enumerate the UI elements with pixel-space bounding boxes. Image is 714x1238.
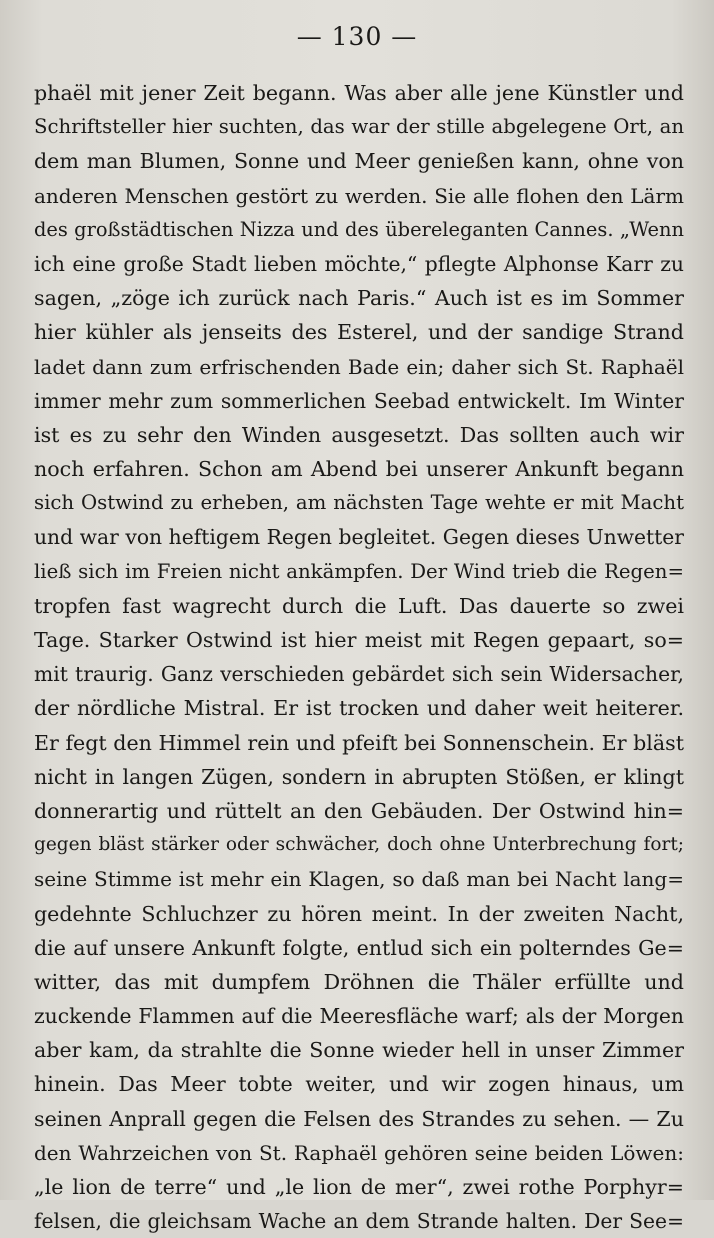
text-line: noch erfahren. Schon am Abend bei unserer Ankunft begann bbox=[34, 457, 684, 482]
text-line: seinen Anprall gegen die Felsen des Strandes zu sehen. — Zu bbox=[34, 1106, 684, 1131]
text-line: donnerartig und rüttelt an den Gebäuden. Der Ostwind hin= bbox=[34, 798, 684, 823]
text-line: „le lion de terre“ und „le lion de mer“, zwei rothe Porphyr= bbox=[34, 1175, 684, 1199]
text-line: des großstädtischen Nizza und des übereleganten Cannes. „Wenn bbox=[34, 217, 684, 241]
text-line: anderen Menschen gestört zu werden. Sie alle flohen den Lärm bbox=[34, 183, 684, 208]
text-line: witter, das mit dumpfem Dröhnen die Thäler erfüllte und bbox=[34, 969, 684, 994]
text-line: und war von heftigem Regen begleitet. Gegen dieses Unwetter bbox=[34, 525, 684, 550]
body-text bbox=[34, 76, 684, 1238]
text-line: den Wahrzeichen von St. Raphaël gehören seine beiden Löwen: bbox=[34, 1140, 684, 1165]
text-line: der nördliche Mistral. Er ist trocken und daher weit heiterer. bbox=[34, 696, 684, 721]
text-line: zuckende Flammen auf die Meeresfläche warf; als der Morgen bbox=[34, 1004, 684, 1029]
text-line: sich Ostwind zu erheben, am nächsten Tage wehte er mit Macht bbox=[34, 491, 684, 515]
text-line: aber kam, da strahlte die Sonne wieder hell in unser Zimmer bbox=[34, 1038, 684, 1063]
text-line: gegen bläst stärker oder schwächer, doch ohne Unterbrechung fort; bbox=[34, 834, 684, 856]
text-line: felsen, die gleichsam Wache an dem Strande halten. Der See= bbox=[34, 1209, 684, 1234]
text-line: die auf unsere Ankunft folgte, entlud sich ein polterndes Ge= bbox=[34, 935, 684, 960]
text-line: phaël mit jener Zeit begann. Was aber alle jene Künstler und bbox=[34, 81, 684, 105]
text-line: ladet dann zum erfrischenden Bade ein; daher sich St. Raphaël bbox=[34, 354, 684, 379]
text-line: mit traurig. Ganz verschieden gebärdet sich sein Widersacher, bbox=[34, 662, 684, 687]
text-line: gedehnte Schluchzer zu hören meint. In der zweiten Nacht, bbox=[34, 901, 684, 926]
text-line: Er fegt den Himmel rein und pfeift bei Sonnenschein. Er bläst bbox=[34, 730, 684, 755]
text-line: hinein. Das Meer tobte weiter, und wir zogen hinaus, um bbox=[34, 1072, 684, 1097]
text-line: ich eine große Stadt lieben möchte,“ pflegte Alphonse Karr zu bbox=[34, 251, 684, 276]
text-line: Tage. Starker Ostwind ist hier meist mit Regen gepaart, so= bbox=[34, 628, 684, 652]
text-line: nicht in langen Zügen, sondern in abrupten Stößen, er klingt bbox=[34, 764, 684, 789]
text-line: sagen, „zöge ich zurück nach Paris.“ Auch ist es im Sommer bbox=[34, 286, 684, 311]
text-line: Schriftsteller hier suchten, das war der stille abgelegene Ort, an bbox=[34, 115, 684, 139]
text-line: ließ sich im Freien nicht ankämpfen. Der Wind trieb die Regen= bbox=[34, 559, 684, 583]
text-line: seine Stimme ist mehr ein Klagen, so daß man bei Nacht lang= bbox=[34, 867, 684, 892]
text-line: immer mehr zum sommerlichen Seebad entwickelt. Im Winter bbox=[34, 388, 684, 413]
text-line: hier kühler als jenseits des Esterel, und der sandige Strand bbox=[34, 320, 684, 345]
text-line: ist es zu sehr den Winden ausgesetzt. Das sollten auch wir bbox=[34, 422, 684, 447]
text-line: tropfen fast wagrecht durch die Luft. Das dauerte so zwei bbox=[34, 593, 684, 618]
page-number: — 130 — bbox=[296, 22, 418, 51]
text-line: dem man Blumen, Sonne und Meer genießen kann, ohne von bbox=[34, 149, 684, 174]
